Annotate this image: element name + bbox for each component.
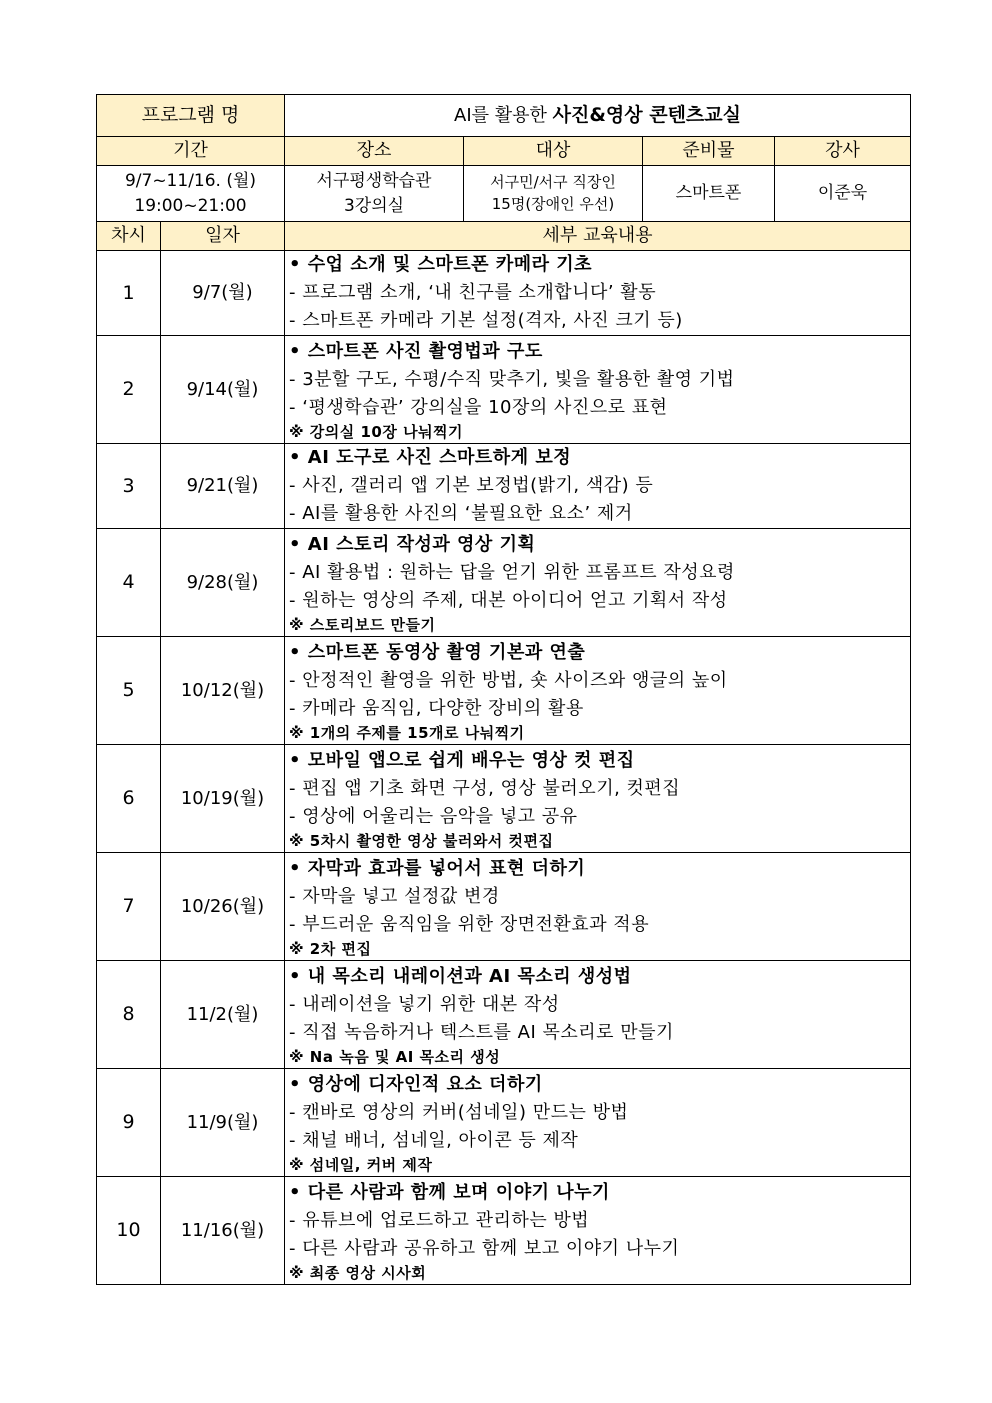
info-header-row [97,137,911,166]
session-topic: • AI 스토리 작성과 영상 기획 [289,533,536,555]
session-date: 11/2(월) [161,961,285,1069]
session-note: ※ 스토리보드 만들기 [289,615,436,634]
session-number: 4 [97,529,161,637]
session-detail: - 안정적인 촬영을 위한 방법, 숏 사이즈와 앵글의 높이 [289,669,728,691]
session-date: 11/16(월) [161,1177,285,1285]
session-row [97,251,911,336]
session-number: 8 [97,961,161,1069]
session-date: 9/14(월) [161,336,285,444]
session-content [285,637,911,745]
session-detail: - 편집 앱 기초 화면 구성, 영상 불러오기, 컷편집 [289,777,681,799]
period-line2: 19:00~21:00 [134,195,247,216]
session-topic: • 내 목소리 내레이션과 AI 목소리 생성법 [289,965,632,987]
session-content [285,961,911,1069]
period-line1: 9/7~11/16. (월) [124,170,257,191]
session-topic: • 스마트폰 사진 촬영법과 구도 [289,340,543,362]
session-date: 10/26(월) [161,853,285,961]
session-detail: - 원하는 영상의 주제, 대본 아이디어 얻고 기획서 작성 [289,589,728,611]
session-detail: - 3분할 구도, 수평/수직 맞추기, 빛을 활용한 촬영 기법 [289,368,735,390]
session-content [285,853,911,961]
session-row [97,1069,911,1177]
session-row [97,336,911,444]
session-row [97,444,911,529]
session-row [97,637,911,745]
instructor-header: 강사 [775,137,911,166]
session-row [97,853,911,961]
info-value-row [97,166,911,222]
session-detail: - 자막을 넣고 설정값 변경 [289,885,500,907]
session-content [285,529,911,637]
content-header: 세부 교육내용 [285,222,911,251]
session-note: ※ 최종 영상 시사회 [289,1263,427,1282]
session-content [285,336,911,444]
supplies-header: 준비물 [643,137,775,166]
session-number: 1 [97,251,161,336]
program-table [96,94,911,1285]
session-topic: • 모바일 앱으로 쉽게 배우는 영상 컷 편집 [289,749,635,771]
session-detail: - 부드러운 움직임을 위한 장면전환효과 적용 [289,913,650,935]
program-name-label: 프로그램 명 [97,95,285,137]
session-topic: • 수업 소개 및 스마트폰 카메라 기초 [289,254,593,275]
program-title-prefix: AI를 활용한 [454,105,553,127]
place-line1: 서구평생학습관 [316,170,432,191]
session-row [97,745,911,853]
session-note: ※ 2차 편집 [289,939,372,958]
session-detail: - 직접 녹음하거나 텍스트를 AI 목소리로 만들기 [289,1021,674,1043]
schedule-header-row [97,222,911,251]
session-number: 2 [97,336,161,444]
session-number: 10 [97,1177,161,1285]
session-no-header: 차시 [97,222,161,251]
session-topic: • 스마트폰 동영상 촬영 기본과 연출 [289,641,586,663]
target-header: 대상 [464,137,643,166]
place-header: 장소 [285,137,464,166]
session-detail: - 캔바로 영상의 커버(섬네일) 만드는 방법 [289,1101,629,1123]
session-content [285,745,911,853]
period-value [97,166,285,222]
session-number: 9 [97,1069,161,1177]
place-line2: 3강의실 [343,195,405,216]
session-topic: • AI 도구로 사진 스마트하게 보정 [289,447,572,468]
session-note: ※ 섬네일, 커버 제작 [289,1155,433,1174]
supplies-value: 스마트폰 [643,166,775,222]
session-detail: - 영상에 어울리는 음악을 넣고 공유 [289,805,578,827]
session-detail: - 채널 배너, 섬네일, 아이콘 등 제작 [289,1129,579,1151]
session-topic: • 영상에 디자인적 요소 더하기 [289,1073,543,1095]
session-detail: - AI 활용법 : 원하는 답을 얻기 위한 프롬프트 작성요령 [289,561,735,583]
session-content [285,444,911,529]
session-detail: - ‘평생학습관’ 강의실을 10장의 사진으로 표현 [289,396,668,418]
target-line1: 서구민/서구 직장인 [490,172,616,191]
session-note: ※ Na 녹음 및 AI 목소리 생성 [289,1047,501,1066]
session-number: 5 [97,637,161,745]
session-date: 9/7(월) [161,251,285,336]
session-row [97,961,911,1069]
session-topic: • 자막과 효과를 넣어서 표현 더하기 [289,857,586,879]
session-detail: - 유튜브에 업로드하고 관리하는 방법 [289,1209,590,1231]
session-detail: - 다른 사람과 공유하고 함께 보고 이야기 나누기 [289,1237,680,1259]
session-date: 11/9(월) [161,1069,285,1177]
target-line2: 15명(장애인 우선) [491,194,615,213]
target-value [464,166,643,222]
session-row [97,529,911,637]
session-date: 10/19(월) [161,745,285,853]
period-header: 기간 [97,137,285,166]
session-number: 6 [97,745,161,853]
session-topic: • 다른 사람과 함께 보며 이야기 나누기 [289,1181,610,1203]
session-date: 9/21(월) [161,444,285,529]
session-row [97,1177,911,1285]
session-date: 9/28(월) [161,529,285,637]
session-content [285,1069,911,1177]
place-value [285,166,464,222]
title-row [97,95,911,137]
session-detail: - 스마트폰 카메라 기본 설정(격자, 사진 크기 등) [289,310,683,331]
session-note: ※ 1개의 주제를 15개로 나눠찍기 [289,723,525,742]
session-note: ※ 5차시 촬영한 영상 불러와서 컷편집 [289,831,554,850]
session-content [285,1177,911,1285]
session-content [285,251,911,336]
session-date: 10/12(월) [161,637,285,745]
date-header: 일자 [161,222,285,251]
session-detail: - AI를 활용한 사진의 ‘불필요한 요소’ 제거 [289,503,633,524]
session-detail: - 사진, 갤러리 앱 기본 보정법(밝기, 색감) 등 [289,475,654,496]
program-title [285,95,911,137]
session-detail: - 내레이션을 넣기 위한 대본 작성 [289,993,560,1015]
instructor-value: 이준욱 [775,166,911,222]
session-note: ※ 강의실 10장 나눠찍기 [289,422,464,441]
program-title-bold: 사진&영상 콘텐츠교실 [552,104,741,127]
session-detail: - 카메라 움직임, 다양한 장비의 활용 [289,697,584,719]
session-number: 7 [97,853,161,961]
session-number: 3 [97,444,161,529]
session-detail: - 프로그램 소개, ‘내 친구를 소개합니다’ 활동 [289,282,657,303]
